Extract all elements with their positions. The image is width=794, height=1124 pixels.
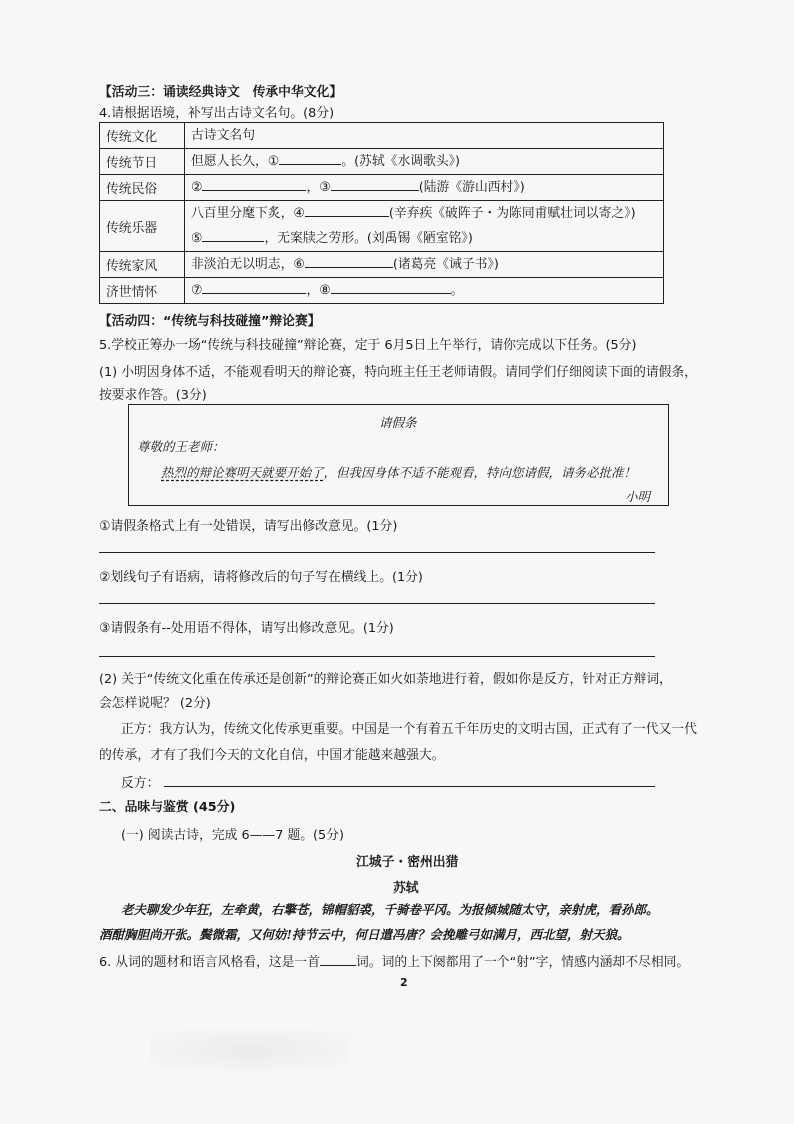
con-answer-line[interactable]	[164, 786, 655, 787]
activity4-title: 【活动四：“传统与科技碰撞”辩论赛】	[99, 314, 321, 329]
row-end: 。	[450, 283, 464, 298]
leave-note-greeting: 尊敬的王老师：	[137, 439, 225, 454]
row-text: 八百里分麾下炙，④	[191, 206, 305, 221]
answer-line-3[interactable]	[99, 656, 655, 657]
blank-1[interactable]	[279, 152, 341, 165]
row-category: 济世情怀	[100, 278, 185, 304]
leave-note-body: ，但我因身体不适不能观看，特向您请假，请务必批准！	[323, 465, 637, 480]
row-source: 。(苏轼《水调歌头》)	[341, 154, 461, 169]
blank-8[interactable]	[331, 281, 451, 294]
leave-note-underlined-sentence: 热烈的辩论赛明天就要开始了	[161, 465, 324, 480]
blank-6[interactable]	[305, 255, 393, 268]
blank-2[interactable]	[202, 178, 306, 191]
row-source: (诸葛亮《诫子书》)	[392, 257, 499, 272]
table-row	[100, 201, 664, 252]
row-category: 传统乐器	[100, 201, 185, 252]
q6-text-a: 6. 从词的题材和语言风格看，这是一首	[99, 955, 321, 970]
leave-note	[128, 404, 669, 506]
table-row	[100, 252, 664, 278]
leave-note-title: 请假条	[379, 415, 417, 430]
poem-line-1: 老夫聊发少年狂，左牵黄，右擎苍，锦帽貂裘，千骑卷平冈。为报倾城随太守，亲射虎，看孙郎。	[121, 902, 659, 917]
poem-line-2: 酒酣胸胆尚开张。鬓微霜，又何妨!持节云中，何日遣冯唐？会挽雕弓如满月，西北望，射天狼。	[99, 927, 630, 942]
row-text: ⑦	[191, 283, 203, 298]
blank-4[interactable]	[305, 204, 389, 217]
table-row	[100, 123, 664, 149]
section2-part1: (一) 阅读古诗，完成 6——7 题。(5分)	[121, 828, 344, 843]
answer-line-1[interactable]	[99, 552, 655, 553]
pro-argument-line2: 的传承，才有了我们今天的文化自信，中国才能越来越强大。	[99, 748, 445, 763]
q5-sub2: ②划线句子有语病，请将修改后的句子写在横线上。(1分)	[99, 570, 423, 585]
blank-7[interactable]	[202, 281, 306, 294]
table-header-key: 传统文化	[100, 123, 185, 149]
blank-3[interactable]	[331, 178, 419, 191]
table-row	[100, 175, 664, 201]
leave-note-signature: 小明	[624, 489, 650, 504]
q5-sub3: ③请假条有--处用语不得体，请写出修改意见。(1分)	[99, 621, 394, 636]
table-row	[100, 149, 664, 175]
poetry-fill-table	[99, 122, 664, 304]
page-number: 2	[400, 976, 408, 989]
row-text-2: ，③	[306, 180, 331, 195]
q5-part2-line2: 会怎样说呢？ (2分)	[99, 696, 211, 711]
row-source: (辛弃疾《破阵子・为陈同甫赋壮词以寄之》)	[388, 206, 636, 221]
q5-part1-line2: 按要求作答。(3分)	[99, 388, 207, 403]
con-label: 反方：	[121, 776, 160, 791]
q6-text-b: 词。词的上下阕都用了一个“射”字，情感内涵却不尽相同。	[356, 955, 690, 970]
section2-title: 二、品味与鉴赏 (45分)	[99, 800, 236, 815]
row-category: 传统节日	[100, 149, 185, 175]
pro-argument-line1: 正方：我方认为，传统文化传承更重要。中国是一个有着五千年历史的文明古国，正式有了一代又一代	[121, 722, 697, 737]
row-category: 传统民俗	[100, 175, 185, 201]
q5-part2-line1: (2) 关于“传统文化重在传承还是创新”的辩论赛正如火如荼地进行着，假如你是反方，针对正方辩词，	[99, 672, 672, 687]
scan-smudge	[150, 1030, 350, 1070]
table-header-value: 古诗文名句	[185, 123, 664, 149]
activity3-title: 【活动三：诵读经典诗文 传承中华文化】	[99, 85, 343, 100]
row-text: 非淡泊无以明志，⑥	[191, 257, 305, 272]
q5-part1-line1: (1) 小明因身体不适，不能观看明天的辩论赛，特向班主任王老师请假。请同学们仔细阅读下面的请假条，	[99, 365, 698, 380]
row-source-2: ，无案牍之劳形。(刘禹锡《陋室铭》)	[264, 231, 473, 246]
poem-author: 苏轼	[393, 881, 419, 896]
row-source: (陆游《游山西村》)	[418, 180, 525, 195]
answer-line-2[interactable]	[99, 603, 655, 604]
blank-5[interactable]	[202, 229, 264, 242]
q6-blank[interactable]	[320, 953, 356, 966]
q5-sub1: ①请假条格式上有一处错误，请写出修改意见。(1分)	[99, 519, 398, 534]
q4-prompt: 4.请根据语境，补写出古诗文名句。(8分)	[99, 106, 335, 121]
row-text: 但愿人长久，①	[191, 154, 280, 169]
poem-title: 江城子・密州出猎	[356, 855, 459, 870]
table-row	[100, 278, 664, 304]
q5-prompt: 5.学校正筹办一场“传统与科技碰撞”辩论赛，定于 6月5日上午举行，请你完成以下任务。(5分)	[99, 338, 637, 353]
row-text-2: ⑤	[191, 231, 203, 246]
row-category: 传统家风	[100, 252, 185, 278]
row-text-2: ，⑧	[306, 283, 331, 298]
row-text: ②	[191, 180, 203, 195]
